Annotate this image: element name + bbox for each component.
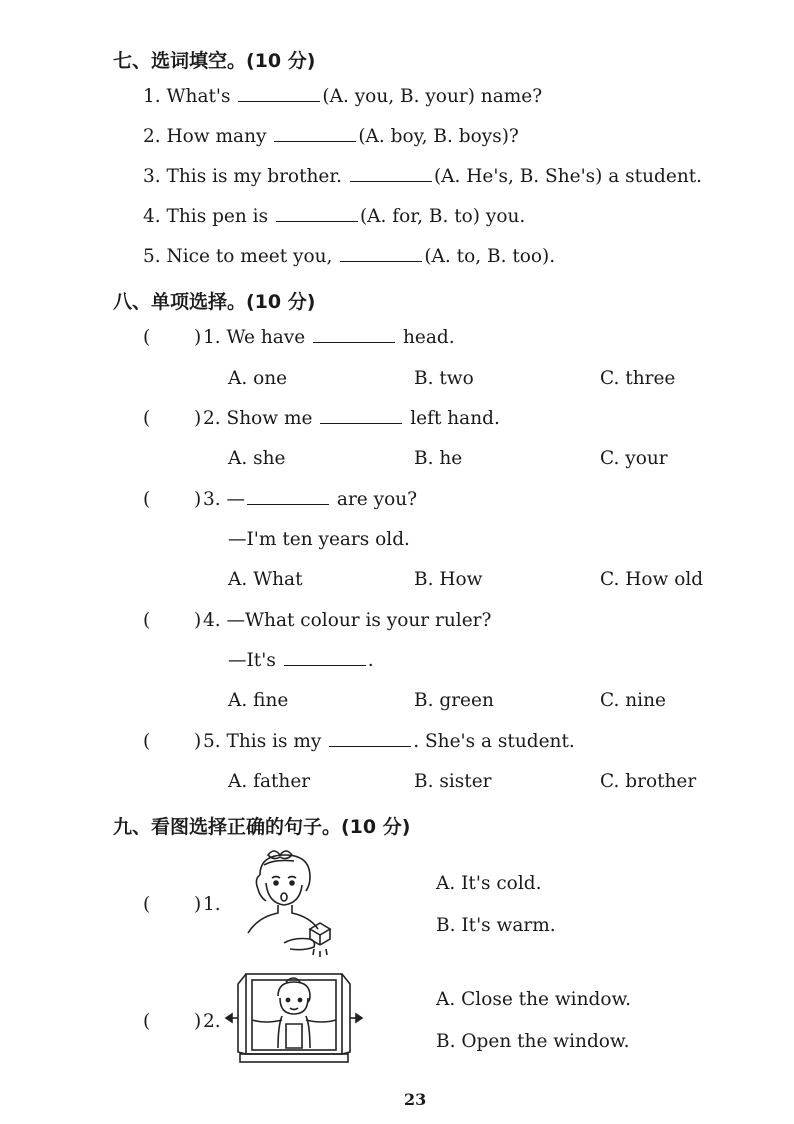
window-girl-illustration [226, 972, 362, 1066]
s8-q5-option-c[interactable]: C. brother [600, 771, 697, 792]
answer-paren-open[interactable]: ( [143, 408, 151, 429]
s7-item-3-pre: 3. This is my brother. [143, 166, 348, 187]
s7-item-3 [143, 166, 702, 187]
s8-q3-post: are you? [331, 489, 418, 510]
answer-paren-open[interactable]: ( [143, 327, 151, 348]
answer-paren-close: ) [194, 327, 202, 348]
s8-q5-pre: 5. This is my [203, 731, 328, 752]
s8-q3-stem [203, 489, 417, 510]
s8-q1-option-b[interactable]: B. two [414, 368, 474, 389]
s8-q3-option-b[interactable]: B. How [414, 569, 483, 590]
page-number: 23 [404, 1090, 427, 1109]
s7-item-2-post: (A. boy, B. boys)? [358, 126, 519, 147]
s8-q4-option-c[interactable]: C. nine [600, 690, 666, 711]
answer-paren-close: ) [194, 894, 202, 915]
s8-q1-post: head. [397, 327, 455, 348]
answer-blank[interactable] [320, 422, 402, 424]
s8-q5-post: . She's a student. [413, 731, 575, 752]
s7-item-1-post: (A. you, B. your) name? [322, 86, 543, 107]
s8-q3-option-c[interactable]: C. How old [600, 569, 704, 590]
s9-q2-number: 2. [203, 1011, 221, 1032]
s7-item-1-pre: 1. What's [143, 86, 237, 107]
s7-item-1 [143, 86, 542, 107]
answer-blank[interactable] [276, 220, 358, 222]
s8-q5-option-b[interactable]: B. sister [414, 771, 492, 792]
answer-paren-close: ) [194, 731, 202, 752]
answer-paren-open[interactable]: ( [143, 731, 151, 752]
answer-paren-open[interactable]: ( [143, 610, 151, 631]
s8-q2-option-a[interactable]: A. she [228, 448, 286, 469]
s8-q2-option-c[interactable]: C. your [600, 448, 668, 469]
s7-item-2 [143, 126, 519, 147]
s9-q2-option-b[interactable]: B. Open the window. [436, 1031, 630, 1052]
answer-paren-close: ) [194, 1011, 202, 1032]
s9-q2-option-a[interactable]: A. Close the window. [436, 989, 631, 1010]
s8-q3-option-a[interactable]: A. What [228, 569, 303, 590]
s7-item-5-pre: 5. Nice to meet you, [143, 246, 339, 267]
s7-item-4-post: (A. for, B. to) you. [359, 206, 526, 227]
s8-q1-pre: 1. We have [203, 327, 312, 348]
s8-q1-option-c[interactable]: C. three [600, 368, 676, 389]
s8-q5-option-a[interactable]: A. father [228, 771, 311, 792]
s9-q1-option-b[interactable]: B. It's warm. [436, 915, 556, 936]
s8-q3-response: —I'm ten years old. [228, 529, 410, 550]
answer-blank[interactable] [329, 745, 411, 747]
s7-item-4-pre: 4. This pen is [143, 206, 274, 227]
answer-paren-open[interactable]: ( [143, 1011, 151, 1032]
answer-blank[interactable] [340, 260, 422, 262]
s8-q4-stem: 4. —What colour is your ruler? [203, 610, 492, 631]
answer-paren-open[interactable]: ( [143, 489, 151, 510]
answer-blank[interactable] [313, 341, 395, 343]
answer-paren-close: ) [194, 408, 202, 429]
section-7-title: 七、选词填空。(10 分) [113, 50, 316, 72]
s9-q1-option-a[interactable]: A. It's cold. [436, 873, 542, 894]
answer-blank[interactable] [238, 100, 320, 102]
section-9-title: 九、看图选择正确的句子。(10 分) [113, 816, 411, 838]
s8-q2-option-b[interactable]: B. he [414, 448, 463, 469]
s8-q4-pre: —It's [228, 650, 282, 671]
answer-blank[interactable] [284, 664, 366, 666]
s8-q3-pre: 3. — [203, 489, 246, 510]
s9-q1-number: 1. [203, 894, 221, 915]
section-8-title: 八、单项选择。(10 分) [113, 291, 316, 313]
s8-q4-option-a[interactable]: A. fine [228, 690, 289, 711]
s8-q2-post: left hand. [404, 408, 500, 429]
answer-paren-close: ) [194, 489, 202, 510]
s8-q4-post: . [367, 650, 374, 671]
s8-q4-option-b[interactable]: B. green [414, 690, 494, 711]
s7-item-5 [143, 246, 555, 267]
s7-item-2-pre: 2. How many [143, 126, 273, 147]
s8-q2-stem [203, 408, 500, 429]
s7-item-3-post: (A. He's, B. She's) a student. [433, 166, 703, 187]
s8-q1-option-a[interactable]: A. one [228, 368, 288, 389]
s8-q5-stem [203, 731, 575, 752]
s8-q2-pre: 2. Show me [203, 408, 319, 429]
answer-blank[interactable] [247, 503, 329, 505]
s8-q1-stem [203, 327, 455, 348]
answer-paren-close: ) [194, 610, 202, 631]
s7-item-5-post: (A. to, B. too). [424, 246, 556, 267]
answer-paren-open[interactable]: ( [143, 894, 151, 915]
s8-q4-response [228, 650, 374, 671]
s7-item-4 [143, 206, 525, 227]
answer-blank[interactable] [350, 180, 432, 182]
cold-girl-illustration [240, 845, 336, 961]
answer-blank[interactable] [274, 140, 356, 142]
